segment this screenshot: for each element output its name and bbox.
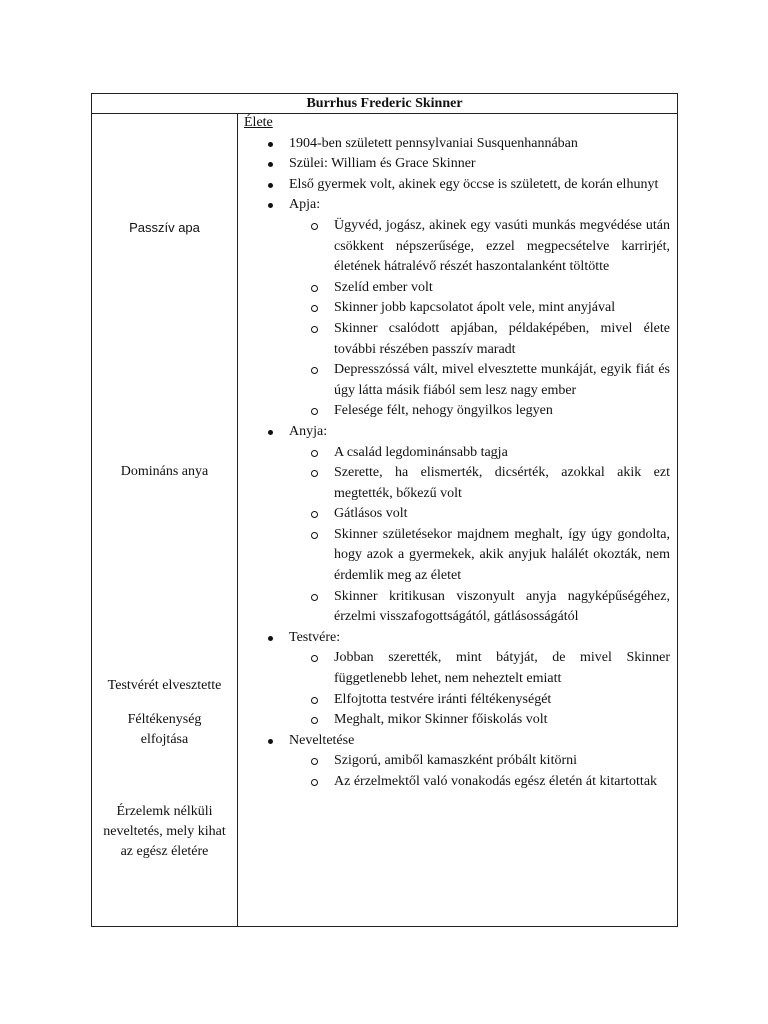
list-item (244, 134, 670, 155)
sub-list (289, 443, 670, 628)
list-item-text: 1904-ben született pennsylvaniai Susquenhannában (289, 135, 578, 151)
sub-list-item: Depresszóssá vált, mivel elvesztette munkáját, egyik fiát és úgy látta másik fiából sem lesz nagy ember (289, 360, 670, 401)
sub-list-item: Skinner jobb kapcsolatot ápolt vele, mint anyjával (289, 298, 670, 319)
sub-list-item: Elfojtotta testvére iránti féltékenységét (289, 690, 670, 711)
sub-list-item: Szigorú, amiből kamaszként próbált kitörni (289, 751, 670, 772)
list-item-text: Anyja: (289, 423, 328, 439)
sub-list-item: Skinner csalódott apjában, példaképében, mivel élete további részében passzív maradt (289, 319, 670, 360)
list-item-text: Apja: (289, 197, 321, 213)
sub-list-container (244, 648, 670, 730)
list-item (244, 175, 670, 196)
sub-list (289, 648, 670, 730)
list-item (244, 628, 670, 649)
list-item (244, 731, 670, 752)
sub-list-item: Az érzelmektől való vonakodás egész életén át kitartottak (289, 772, 670, 793)
table-title: Burrhus Frederic Skinner (92, 94, 677, 114)
sub-list (289, 216, 670, 422)
sub-list-item: Jobban szerették, mint bátyját, de mivel Skinner függetlenebb lehet, nem neheztelt emiatt (289, 648, 670, 689)
sub-list-item: Szerette, ha elismerték, dicsérték, azokkal akik ezt megtették, bőkezű volt (289, 463, 670, 504)
sub-list-item: Szelíd ember volt (289, 278, 670, 299)
list-item-text: Testvére: (289, 629, 341, 645)
sub-list-item: Gátlásos volt (289, 504, 670, 525)
sub-list-item: A család legdominánsabb tagja (289, 443, 670, 464)
biography-cell (244, 113, 670, 793)
bullet-list (244, 134, 670, 793)
sub-list-container (244, 751, 670, 792)
sub-list-item: Skinner kritikusan viszonyult anyja nagyképűségéhez, érzelmi visszafogottságától, gátlásosságától (289, 587, 670, 628)
sub-list-item: Felesége félt, nehogy öngyilkos legyen (289, 401, 670, 422)
sub-list-item: Ügyvéd, jogász, akinek egy vasúti munkás megvédése után csökkent népszerűsége, ezzel megpecsételve karrirjét, életének hátralévő részét haszontalanként töltötte (289, 216, 670, 278)
sub-list-container (244, 216, 670, 422)
section-heading: Élete (244, 115, 273, 130)
column-divider (237, 113, 238, 926)
sub-list-item: Skinner születésekor majdnem meghalt, így úgy gondolta, hogy azok a gyermekek, akik anyjuk halálét okozták, nem érdemlik meg az életet (289, 525, 670, 587)
sub-list (289, 751, 670, 792)
left-label-emotionless-upbringing: Érzelemk nélküli neveltetés, mely kihat az egész életére (103, 804, 226, 859)
list-item (244, 195, 670, 216)
list-item (244, 422, 670, 443)
left-label-passive-father: Passzív apa (129, 220, 200, 235)
left-label-lost-sibling: Testvérét elvesztette (107, 678, 222, 693)
sub-list-container (244, 443, 670, 628)
list-item-text: Neveltetése (289, 732, 355, 748)
left-label-jealousy: Féltékenység elfojtása (127, 712, 202, 747)
list-item-text: Első gyermek volt, akinek egy öccse is született, de korán elhunyt (289, 176, 659, 192)
skinner-table (91, 93, 678, 927)
sub-list-item: Meghalt, mikor Skinner főiskolás volt (289, 710, 670, 731)
list-item (244, 154, 670, 175)
left-label-dominant-mother: Domináns anya (120, 464, 209, 479)
list-item-text: Szülei: William és Grace Skinner (289, 156, 476, 172)
